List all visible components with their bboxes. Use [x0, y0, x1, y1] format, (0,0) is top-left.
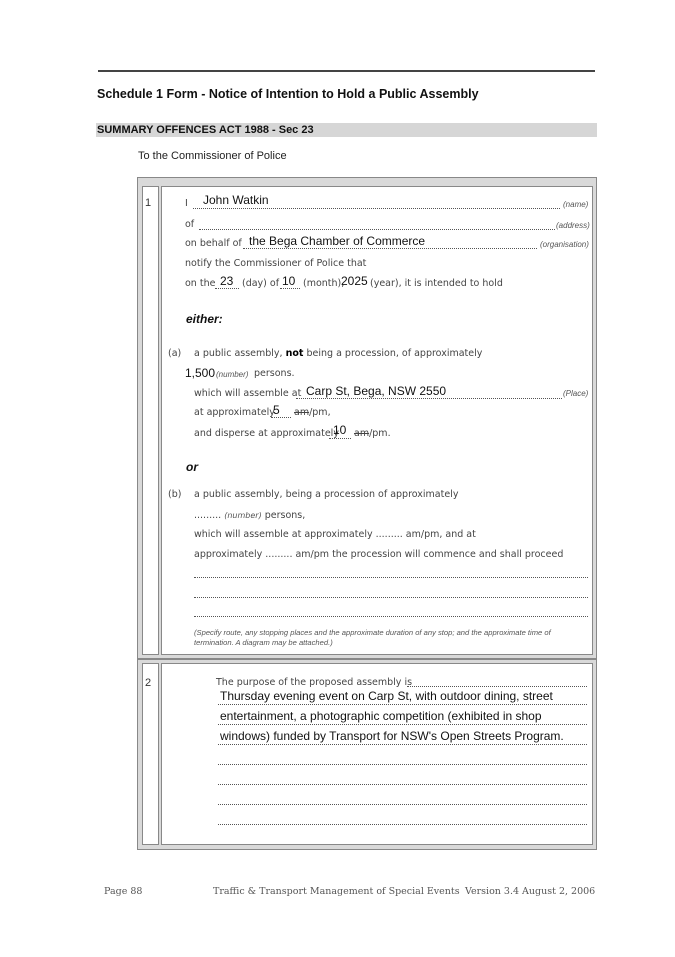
- behalf-label: on behalf of: [185, 238, 242, 249]
- disperse-time-field[interactable]: 10: [333, 423, 347, 437]
- purpose-text-3[interactable]: windows) funded by Transport for NSW's Open Streets Program.: [220, 729, 564, 743]
- time2-ampm: [354, 428, 391, 439]
- time1-am: am: [294, 407, 310, 418]
- address-hint: (address): [556, 221, 590, 230]
- section-1-number-box: [142, 186, 159, 655]
- organisation-field[interactable]: the Bega Chamber of Commerce: [249, 234, 426, 248]
- section-2-number: 2: [145, 677, 152, 689]
- option-b-number-line: [194, 510, 305, 521]
- month-line: [280, 288, 300, 289]
- section-1-number: 1: [145, 197, 152, 209]
- i-label: I: [185, 198, 188, 209]
- notify-text: notify the Commissioner of Police that: [185, 258, 367, 269]
- time1-pm: /pm,: [309, 407, 331, 418]
- option-b-commence: approximately ......... am/pm the procession will commence and shall proceed: [194, 549, 564, 560]
- footer-version: Version 3.4 August 2, 2006: [465, 886, 596, 897]
- purpose-line-3: [218, 744, 587, 745]
- purpose-text-2[interactable]: entertainment, a photographic competition (exhibited in shop: [220, 709, 542, 723]
- on-the-label: on the: [185, 278, 216, 289]
- option-b-number-dots: .........: [194, 510, 222, 521]
- at-approx-label: at approximately: [194, 407, 275, 418]
- option-a-text-pre: a public assembly,: [194, 348, 283, 359]
- purpose-line-7[interactable]: [218, 824, 587, 825]
- day-line: [215, 288, 239, 289]
- name-hint: (name): [563, 200, 589, 209]
- page-title: Schedule 1 Form - Notice of Intention to Hold a Public Assembly: [97, 87, 479, 101]
- option-a-text: [194, 348, 482, 359]
- section-1-panel: [137, 177, 597, 659]
- place-line: [296, 398, 562, 399]
- time2-am: am: [354, 428, 370, 439]
- place-field[interactable]: Carp St, Bega, NSW 2550: [306, 384, 447, 398]
- purpose-line-4[interactable]: [218, 764, 587, 765]
- year-label: (year), it is intended to hold: [370, 278, 503, 289]
- section-2-number-box: [142, 663, 159, 845]
- footer-doc: Traffic & Transport Management of Special Events: [213, 886, 460, 897]
- option-a-text-post: being a procession, of approximately: [306, 348, 483, 359]
- org-hint: (organisation): [540, 240, 589, 249]
- addressee: To the Commissioner of Police: [138, 150, 287, 162]
- address-line[interactable]: [199, 229, 555, 230]
- option-a-label: (a): [168, 348, 182, 359]
- number-field[interactable]: 1,500: [185, 366, 216, 380]
- or-label: or: [186, 460, 198, 474]
- route-line-1[interactable]: [194, 577, 588, 578]
- day-label: (day) of: [242, 278, 280, 289]
- section-1-content-box: [161, 186, 593, 655]
- time1-line: [271, 417, 291, 418]
- purpose-line-2: [218, 724, 587, 725]
- option-b-assemble: which will assemble at approximately ......... am/pm, and at: [194, 529, 476, 540]
- number-hint: (number): [216, 370, 249, 379]
- purpose-line-1: [218, 704, 587, 705]
- purpose-line-6[interactable]: [218, 804, 587, 805]
- purpose-line-5[interactable]: [218, 784, 587, 785]
- option-b-number-hint: (number): [224, 511, 262, 520]
- org-line: [243, 248, 537, 249]
- assemble-label: which will assemble at: [194, 388, 302, 399]
- route-line-3[interactable]: [194, 616, 588, 617]
- route-line-2[interactable]: [194, 597, 588, 598]
- purpose-label: The purpose of the proposed assembly is: [216, 677, 413, 688]
- place-hint: (Place): [563, 389, 589, 398]
- route-note: (Specify route, any stopping places and the approximate duration of any stop; and the approximate time of termination. A diagram may be attached.): [194, 628, 551, 647]
- name-line: [193, 208, 560, 209]
- time2-line: [329, 438, 351, 439]
- option-b-label: (b): [168, 489, 182, 500]
- option-b-text: a public assembly, being a procession of approximately: [194, 489, 459, 500]
- name-field[interactable]: John Watkin: [203, 193, 269, 207]
- of-label: of: [185, 219, 195, 230]
- disperse-label: and disperse at approximately: [194, 428, 339, 439]
- month-field[interactable]: 10: [282, 274, 296, 288]
- year-field[interactable]: 2025: [341, 274, 368, 288]
- act-heading: SUMMARY OFFENCES ACT 1988 - Sec 23: [97, 124, 314, 136]
- top-rule: [98, 70, 595, 72]
- month-label: (month),: [303, 278, 345, 289]
- either-label: either:: [186, 312, 223, 326]
- option-b-persons: persons,: [264, 510, 306, 521]
- assemble-time-field[interactable]: 5: [273, 403, 280, 417]
- footer-page: Page 88: [104, 886, 143, 897]
- day-field[interactable]: 23: [220, 274, 234, 288]
- purpose-text-1[interactable]: Thursday evening event on Carp St, with outdoor dining, street: [220, 689, 553, 703]
- option-a-not: not: [285, 348, 304, 359]
- purpose-dots: [407, 686, 587, 687]
- time1-ampm: [294, 407, 331, 418]
- time2-pm: /pm.: [369, 428, 391, 439]
- persons-label: persons.: [254, 368, 295, 379]
